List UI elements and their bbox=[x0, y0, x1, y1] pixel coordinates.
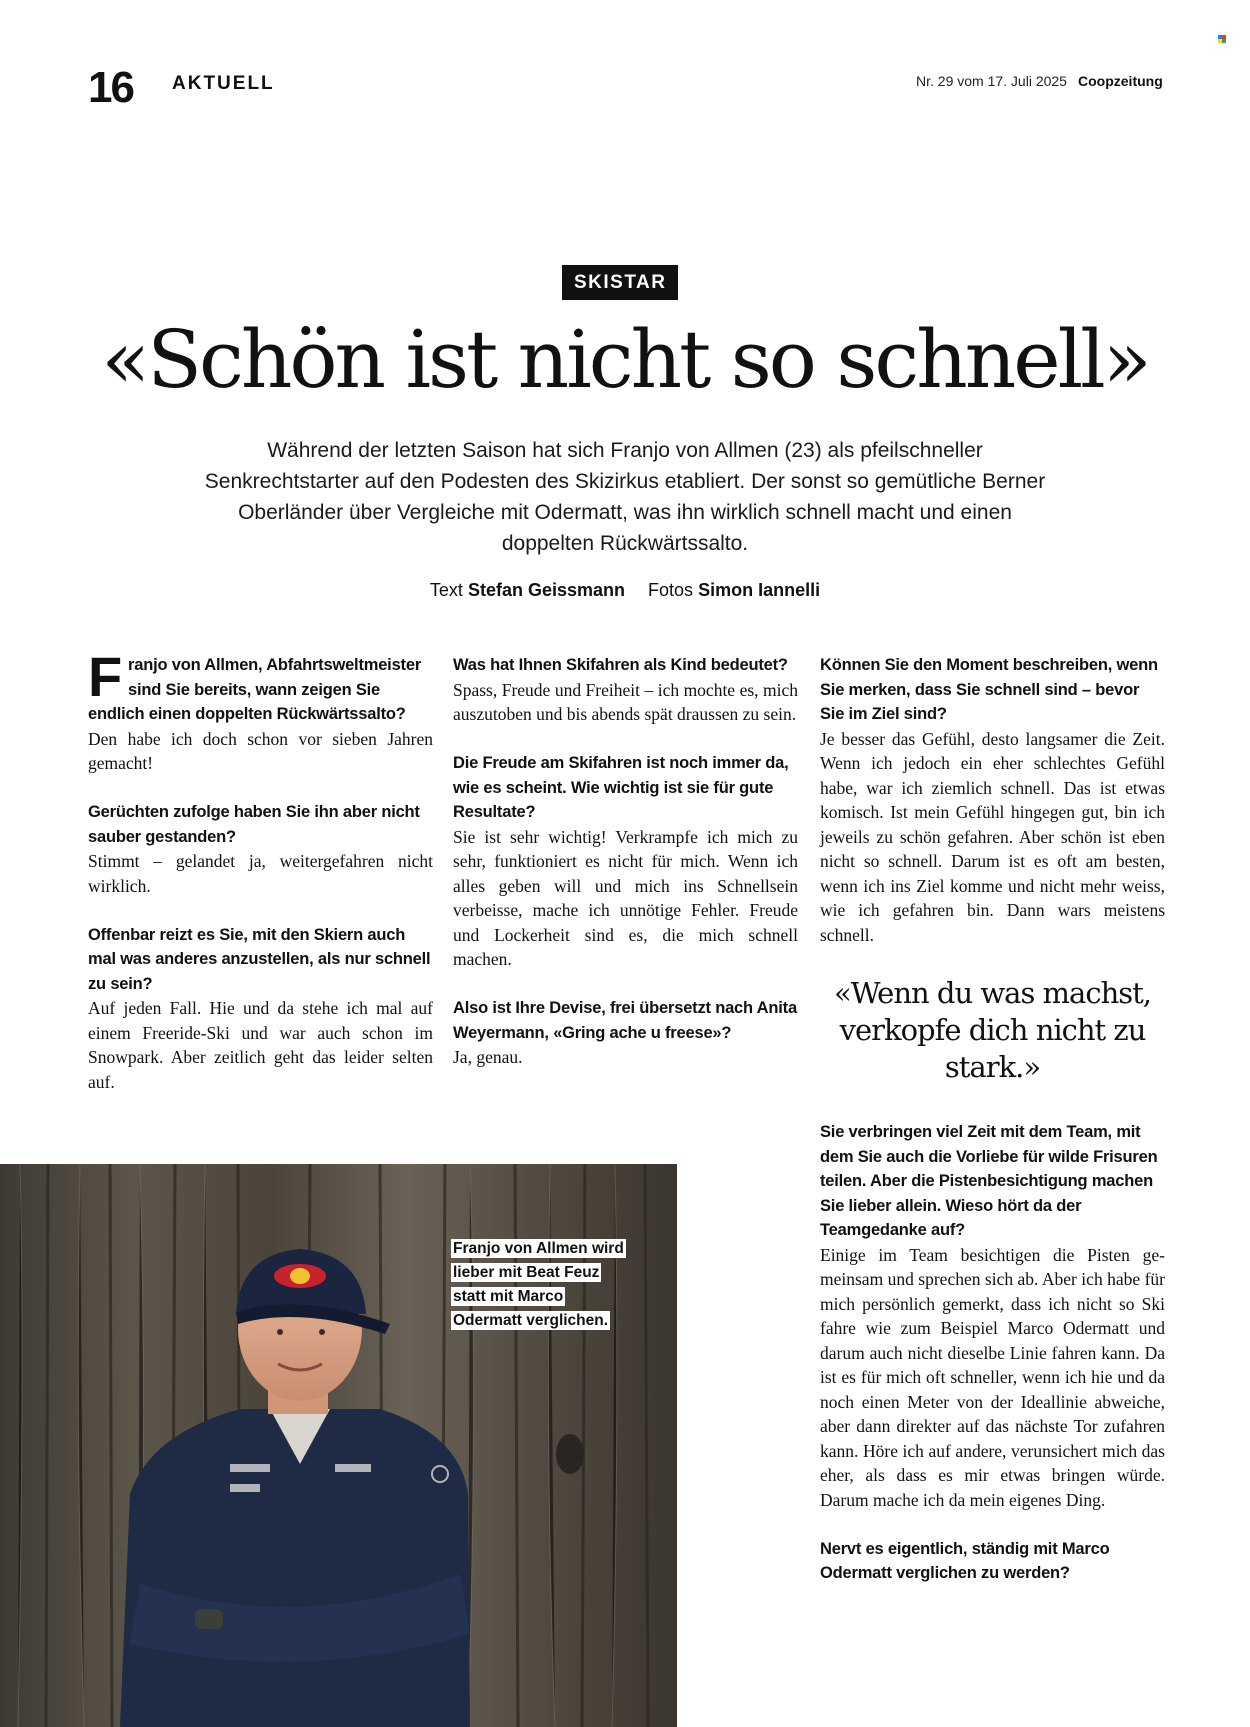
publication-name: Coopzeitung bbox=[1078, 73, 1163, 89]
section-label: AKTUELL bbox=[172, 73, 275, 94]
kicker-badge: SKISTAR bbox=[562, 265, 678, 300]
color-mark-icon bbox=[1218, 35, 1226, 43]
interview-answer: Auf jeden Fall. Hie und da stehe ich mal auf einem Freeride-Ski und war auch schon im Snowpark. Aber zeitlich geht das leider selten auf. bbox=[88, 998, 433, 1092]
interview-answer: Einige im Team besichtigen die Pisten gemeinsam und sprechen sich ab. Aber ich habe für mich persönlich gemerkt, dass ich nicht so Ski fahre wie zum Beispiel Marco Odermatt und darum auch nicht dieselbe Linie fahren kann. Da ist es für mich oft schneller, wenn ich hie und da noch einen Meter von der Ideallinie abweiche, aber dann direkter auf das nächste Tor zufahren kann. Höre ich auf andere, verunsichert mich das eher, als dass es mir etwas bringen würde. Darum mache ich da mein eigenes Ding. bbox=[820, 1244, 1165, 1510]
qa-block bbox=[453, 751, 798, 972]
pull-quote: «Wenn du was machst, verkopfe dich nicht zu stark.» bbox=[833, 976, 1152, 1084]
credit-photographer: Simon Iannelli bbox=[698, 580, 821, 600]
interview-answer: Stimmt – gelandet ja, weitergefahren nicht wirklich. bbox=[88, 851, 433, 896]
interview-answer: Je besser das Gefühl, desto langsamer die Zeit. Wenn ich jedoch ein eher schlechtes Gefühl habe, war ich ziemlich schnell. Das ist etwas komisch. Ist mein Gefühl hingegen gut, bin ich jeweils zu schön gefahren. Aber schön ist eben nicht so schnell. Darum ist es oft am besten, wenn ich ins Ziel komme und nicht mehr weiss, wie ich gefahren bin. Dann wars meistens schnell. bbox=[820, 728, 1165, 945]
article-column-3-continued bbox=[820, 1120, 1165, 1610]
interview-question: Was hat Ihnen Skifahren als Kind bedeutet? bbox=[453, 656, 788, 674]
credit-photo-label: Fotos bbox=[648, 580, 694, 600]
interview-answer: Spass, Freude und Freiheit – ich mochte es, mich auszutoben und bis abends spät draussen zu sein. bbox=[453, 679, 798, 724]
drop-cap: F bbox=[88, 645, 123, 708]
article-lead: Während der letzten Saison hat sich Franjo von Allmen (23) als pfeilschneller Senkrechtstarter auf den Podesten des Skizirkus etabliert. Der sonst so gemütliche Berner Oberländer über Vergleiche mit Odermatt, was ihn wirklich schnell macht und einen doppelten Rückwärtssalto. bbox=[204, 439, 1046, 555]
qa-block bbox=[453, 996, 798, 1070]
interview-answer: Sie ist sehr wichtig! Verkrampfe ich mich zu sehr, funktioniert es nicht für mich. Wenn ich alles geben will und mich ins Schnellsein verbeisse, mache ich unnötige Fehler. Freude und Lockerheit sind es, die mich schnell machen. bbox=[453, 826, 798, 969]
qa-block bbox=[88, 800, 433, 898]
qa-block bbox=[88, 645, 433, 776]
issue-date: Nr. 29 vom 17. Juli 2025 bbox=[916, 73, 1067, 89]
interview-question: Gerüchten zufolge haben Sie ihn aber nicht sauber gestanden? bbox=[88, 803, 420, 846]
interview-question: Franjo von Allmen, Abfahrtsweltmeister sind Sie bereits, wann zeigen Sie endlich einen doppelten Rückwärtssalto? bbox=[88, 645, 422, 723]
credit-author: Stefan Geissmann bbox=[467, 580, 625, 600]
qa-block bbox=[820, 1537, 1165, 1586]
qa-block bbox=[88, 923, 433, 1095]
interview-answer: Den habe ich doch schon vor sieben Jahren gemacht! bbox=[88, 728, 433, 773]
qa-block bbox=[820, 1120, 1165, 1512]
article-column-2 bbox=[453, 653, 798, 1094]
interview-question: Können Sie den Moment beschreiben, wenn Sie merken, dass Sie schnell sind – bevor Sie im Ziel sind? bbox=[820, 656, 1158, 723]
interview-question: Nervt es eigentlich, ständig mit Marco Odermatt verglichen zu werden? bbox=[820, 1539, 1110, 1582]
photo-caption: Franjo von Allmen wird lieber mit Beat Feuz statt mit Marco Odermatt verglichen. bbox=[453, 1240, 624, 1329]
page-number: 16 bbox=[88, 63, 133, 112]
article-credits bbox=[0, 580, 1250, 601]
qa-block bbox=[820, 653, 1165, 947]
qa-block bbox=[453, 653, 798, 727]
interview-question: Also ist Ihre Devise, frei übersetzt nach Anita Weyermann, «Gring ache u freese»? bbox=[453, 999, 797, 1042]
interview-question: Sie verbringen viel Zeit mit dem Team, mit dem Sie auch die Vorliebe für wilde Frisuren teilen. Aber die Pistenbesichtigung machen Sie lieber allein. Wieso hört da der Teamgedanke auf? bbox=[820, 1123, 1158, 1239]
interview-question: Die Freude am Skifahren ist noch immer da, wie es scheint. Wie wichtig ist sie für gute Resultate? bbox=[453, 754, 789, 821]
article-title: «Schön ist nicht so schnell» bbox=[101, 313, 1149, 406]
credit-text-label: Text bbox=[429, 580, 463, 600]
article-column-1 bbox=[88, 645, 433, 1119]
interview-answer: Ja, genau. bbox=[453, 1047, 523, 1067]
article-column-3 bbox=[820, 653, 1165, 972]
interview-question: Offenbar reizt es Sie, mit den Skiern auch mal was anderes anzustellen, als nur schnell zu sein? bbox=[88, 925, 431, 993]
